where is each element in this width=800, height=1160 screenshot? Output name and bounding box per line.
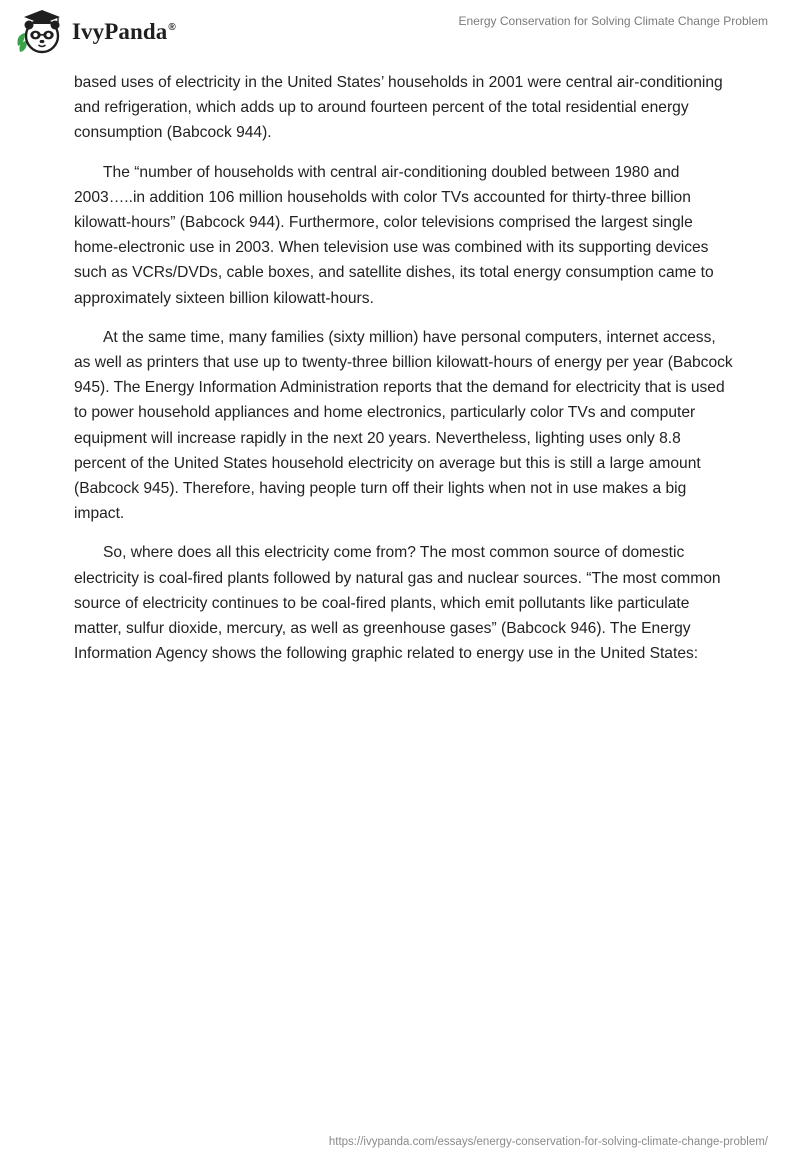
panda-graduate-logo-icon <box>14 8 66 56</box>
brand-name: IvyPanda® <box>72 19 176 44</box>
registered-mark: ® <box>168 22 176 34</box>
page-header <box>0 0 800 60</box>
brand-logo[interactable] <box>14 8 176 56</box>
paragraph: So, where does all this electricity come from? The most common source of domestic electricity is coal-fired plants followed by natural gas and nuclear sources. “The most common source of electricity continues to be coal-fired plants, which emit pollutants like particulate matter, sulfur dioxide, mercury, as well as greenhouse gases” (Babcock 946). The Energy Information Agency shows the following graphic related to energy use in the United States: <box>74 544 721 663</box>
paragraph-continued: based uses of electricity in the United States’ households in 2001 were central air-conditioning and refrigeration, which adds up to around fourteen percent of the total residential energy consumption (Babcock 944). <box>74 74 723 142</box>
source-url[interactable]: https://ivypanda.com/essays/energy-conservation-for-solving-climate-change-problem/ <box>328 1136 768 1148</box>
essay-body <box>74 70 734 680</box>
paragraph: The “number of households with central air-conditioning doubled between 1980 and 2003…..in addition 106 million households with color TVs accounted for thirty-three billion kilowatt-hours” (Babcock 944). Furthermore, color televisions comprised the largest single home-electronic use in 2003. When television use was combined with its supporting devices such as VCRs/DVDs, cable boxes, and satellite dishes, its total energy consumption came to approximately sixteen billion kilowatt-hours. <box>74 163 714 307</box>
document-title: Energy Conservation for Solving Climate Change Problem <box>458 14 768 28</box>
paragraph: At the same time, many families (sixty million) have personal computers, internet access, as well as printers that use up to twenty-three billion kilowatt-hours of energy per year (Babcock 945). The Energy Information Administration reports that the demand for electricity that is used to power household appliances and home electronics, particularly color TVs and computer equipment will increase rapidly in the next 20 years. Nevertheless, lighting uses only 8.8 percent of the United States household electricity on average but this is still a large amount (Babcock 945). Therefore, having people turn off their lights when not in use makes a big impact. <box>74 328 733 523</box>
